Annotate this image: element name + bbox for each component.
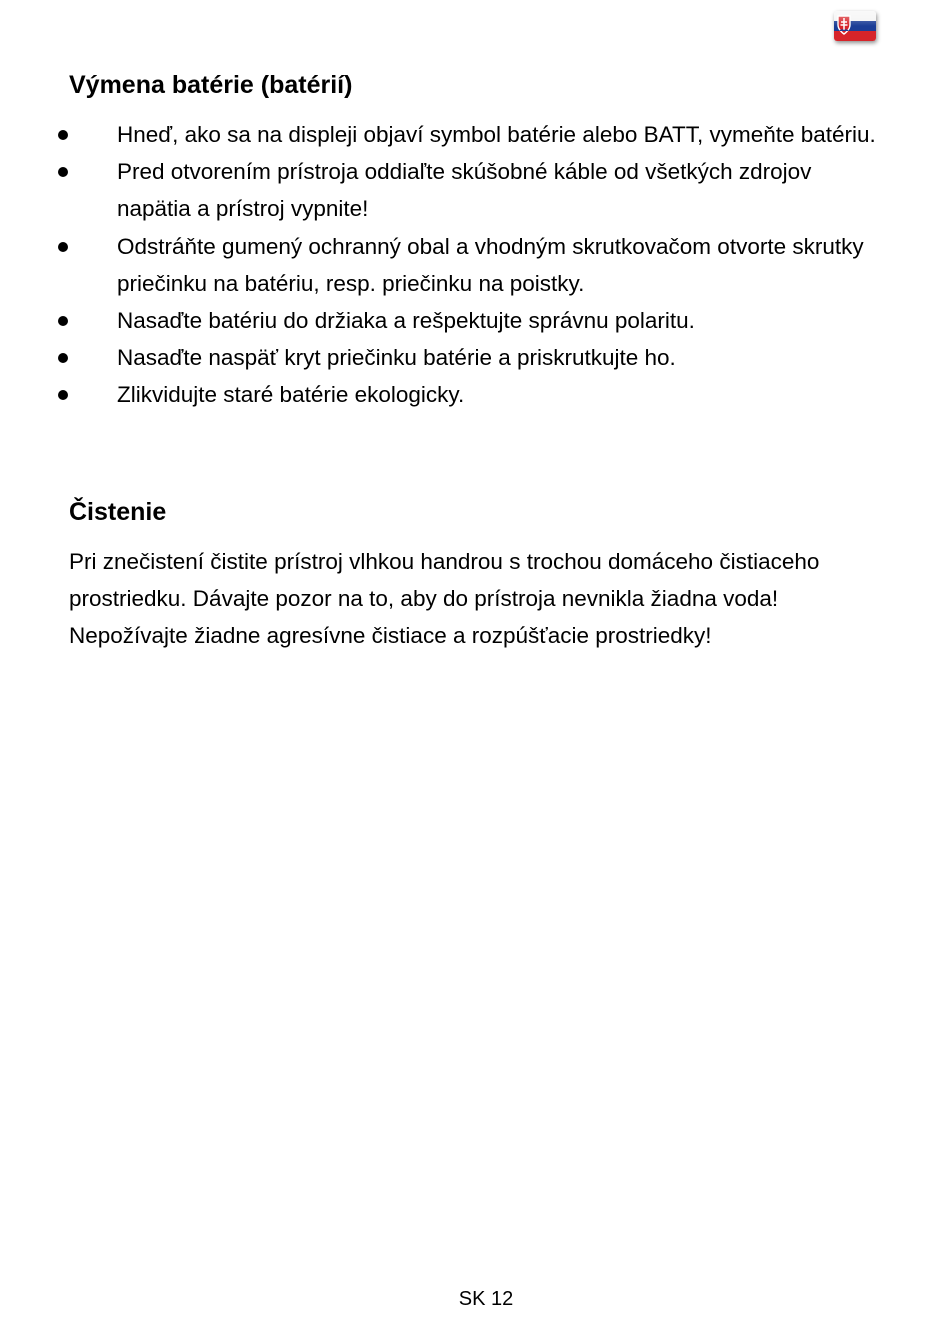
battery-steps-list bbox=[0, 116, 950, 414]
list-item-text: Hneď, ako sa na displeji objaví symbol batérie alebo BATT, vymeňte batériu. bbox=[117, 122, 876, 147]
list-item bbox=[0, 116, 877, 153]
cleaning-paragraph: Pri znečistení čistite prístroj vlhkou handrou s trochou domáceho čistiaceho prostriedku. Dávajte pozor na to, aby do prístroja nevnikla žiadna voda! Nepožívajte žiadne agresívne čistiace a rozpúšťacie prostriedky! bbox=[69, 549, 820, 649]
list-item bbox=[0, 376, 877, 413]
bullet-icon bbox=[58, 390, 68, 400]
slovak-flag-icon bbox=[834, 11, 876, 41]
bullet-icon bbox=[58, 316, 68, 326]
cleaning-section-title: Čistenie bbox=[69, 498, 167, 526]
bullet-icon bbox=[58, 167, 68, 177]
list-item bbox=[0, 339, 877, 376]
battery-section-title: Výmena batérie (batérií) bbox=[69, 71, 353, 99]
bullet-icon bbox=[58, 130, 68, 140]
list-item-text: Nasaďte naspäť kryt priečinku batérie a priskrutkujte ho. bbox=[117, 345, 676, 371]
list-item-text: Nasaďte batériu do držiaka a rešpektujte správnu polaritu. bbox=[117, 308, 695, 334]
page-number: SK 12 bbox=[458, 1288, 514, 1310]
list-item bbox=[0, 153, 877, 227]
list-item-text: Zlikvidujte staré batérie ekologicky. bbox=[117, 382, 465, 408]
list-item-text: Pred otvorením prístroja oddiaľte skúšobné káble od všetkých zdrojov napätia a prístroj vypnite! bbox=[117, 159, 812, 222]
bullet-icon bbox=[58, 353, 68, 363]
list-item bbox=[0, 302, 877, 339]
bullet-icon bbox=[58, 242, 68, 252]
list-item bbox=[0, 228, 877, 302]
list-item-text: Odstráňte gumený ochranný obal a vhodným skrutkovačom otvorte skrutky priečinku na batériu, resp. priečinku na poistky. bbox=[117, 233, 864, 296]
